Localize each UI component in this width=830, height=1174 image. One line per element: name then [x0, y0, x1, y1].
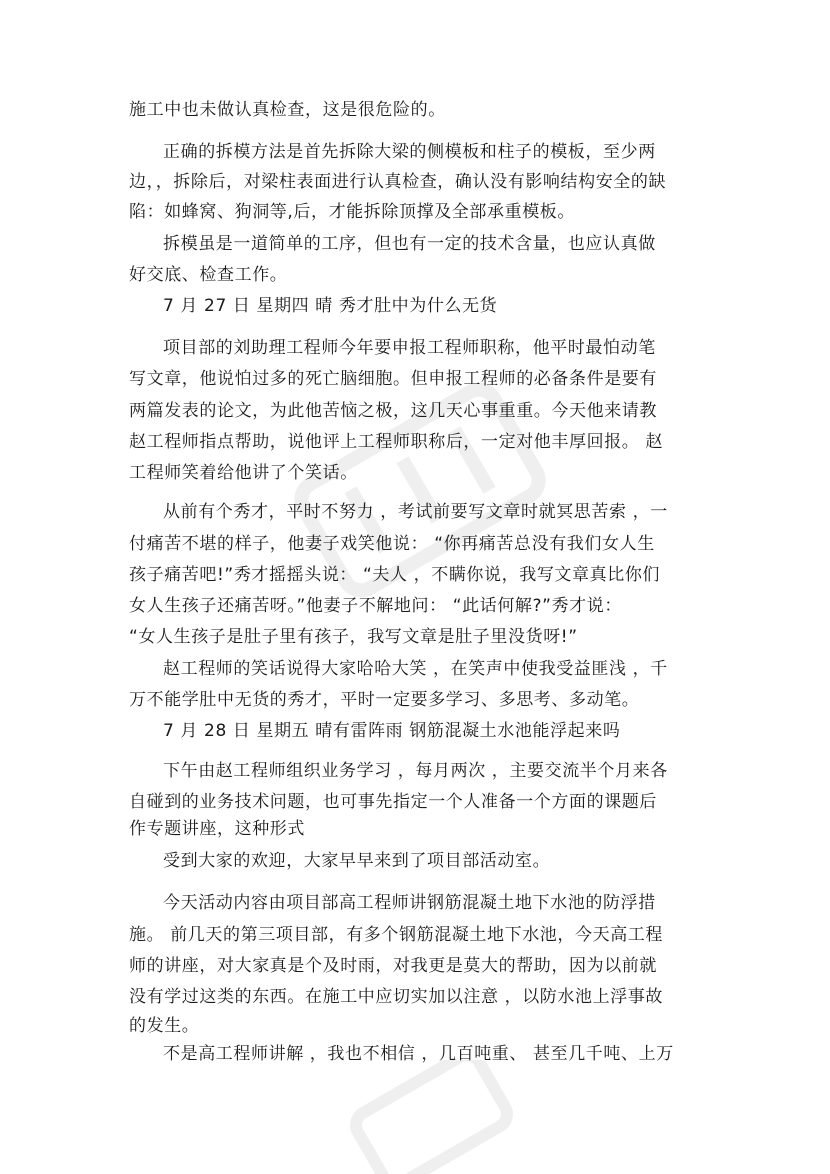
- text-line-18: 赵工程师的笑话说得大家哈哈大笑 ，在笑声中使我受益匪浅 ，千: [163, 659, 668, 679]
- text-line-30: 不是高工程师讲解 ，我也不相信 ，几百吨重、 甚至几千吨、上万: [163, 1044, 674, 1064]
- diary-heading-jul27: 7 月 27 日 星期四 晴 秀才肚中为什么无货: [163, 296, 498, 316]
- text-line-28: 没有学过这类的东西。在施工中应切实加以注意 ，以防水池上浮事故: [129, 987, 664, 1007]
- watermark-logo-bottom: [330, 1060, 530, 1174]
- text-line-23: 作专题讲座，这种形式: [129, 819, 305, 839]
- text-line-24: 受到大家的欢迎，大家早早来到了项目部活动室。: [163, 851, 551, 871]
- text-line-6: 好交底、检查工作。: [129, 265, 288, 285]
- text-line-2: 正确的拆模方法是首先拆除大梁的侧模板和柱子的模板，至少两: [163, 142, 656, 162]
- text-line-29: 的发生。: [129, 1016, 200, 1036]
- text-line-10: 两篇发表的论文，为此他苦恼之极，这几天心事重重。今天他来请教: [129, 401, 657, 421]
- text-line-21: 下午由赵工程师组织业务学习 ，每月两次 ，主要交流半个月来各: [163, 761, 668, 781]
- text-line-8: 项目部的刘助理工程师今年要申报工程师职称，他平时最怕动笔: [163, 338, 656, 358]
- text-line-27: 师的讲座，对大家真是个及时雨，对我更是莫大的帮助，因为以前就: [129, 956, 657, 976]
- text-line-15: 孩子痛苦吧!”秀才摇摇头说： “夫人 ，不瞒你说，我写文章真比你们: [129, 565, 661, 585]
- text-line-16: 女人生孩子还痛苦呀。”他妻子不解地问： “此话何解?”秀才说：: [129, 596, 622, 616]
- text-line-5: 拆模虽是一道简单的工序，但也有一定的技术含量，也应认真做: [163, 234, 656, 254]
- text-line-19: 万不能学肚中无货的秀才，平时一定要多学习、多思考、多动笔。: [129, 690, 640, 710]
- diary-heading-jul28: 7 月 28 日 星期五 晴有雷阵雨 钢筋混凝土水池能浮起来吗: [163, 721, 621, 741]
- text-line-14: 付痛苦不堪的样子，他妻子戏笑他说： “你再痛苦总没有我们女人生: [129, 534, 655, 554]
- text-line-13: 从前有个秀才，平时不努力 ，考试前要写文章时就冥思苦索 ，一: [163, 502, 668, 522]
- text-line-12: 工程师笑着给他讲了个笑话。: [129, 463, 358, 483]
- text-line-1: 施工中也未做认真检查，这是很危险的。: [129, 100, 446, 120]
- text-line-26: 施。 前几天的第三项目部，有多个钢筋混凝土地下水池，今天高工程: [129, 925, 664, 945]
- text-line-17: “女人生孩子是肚子里有孩子，我写文章是肚子里没货呀!”: [129, 627, 578, 647]
- text-line-25: 今天活动内容由项目部高工程师讲钢筋混凝土地下水池的防浮措: [163, 893, 656, 913]
- text-line-3: 边，，拆除后，对梁柱表面进行认真检查，确认没有影响结构安全的缺: [129, 172, 667, 192]
- text-line-4: 陷：如蜂窝、狗洞等,后，才能拆除顶撑及全部承重模板。: [129, 202, 576, 222]
- text-line-11: 赵工程师指点帮助，说他评上工程师职称后，一定对他丰厚回报。 赵: [129, 432, 664, 452]
- text-line-22: 自碰到的业务技术问题，也可事先指定一个人准备一个方面的课题后: [129, 792, 657, 812]
- text-line-9: 写文章，他说怕过多的死亡脑细胞。但申报工程师的必备条件是要有: [129, 369, 657, 389]
